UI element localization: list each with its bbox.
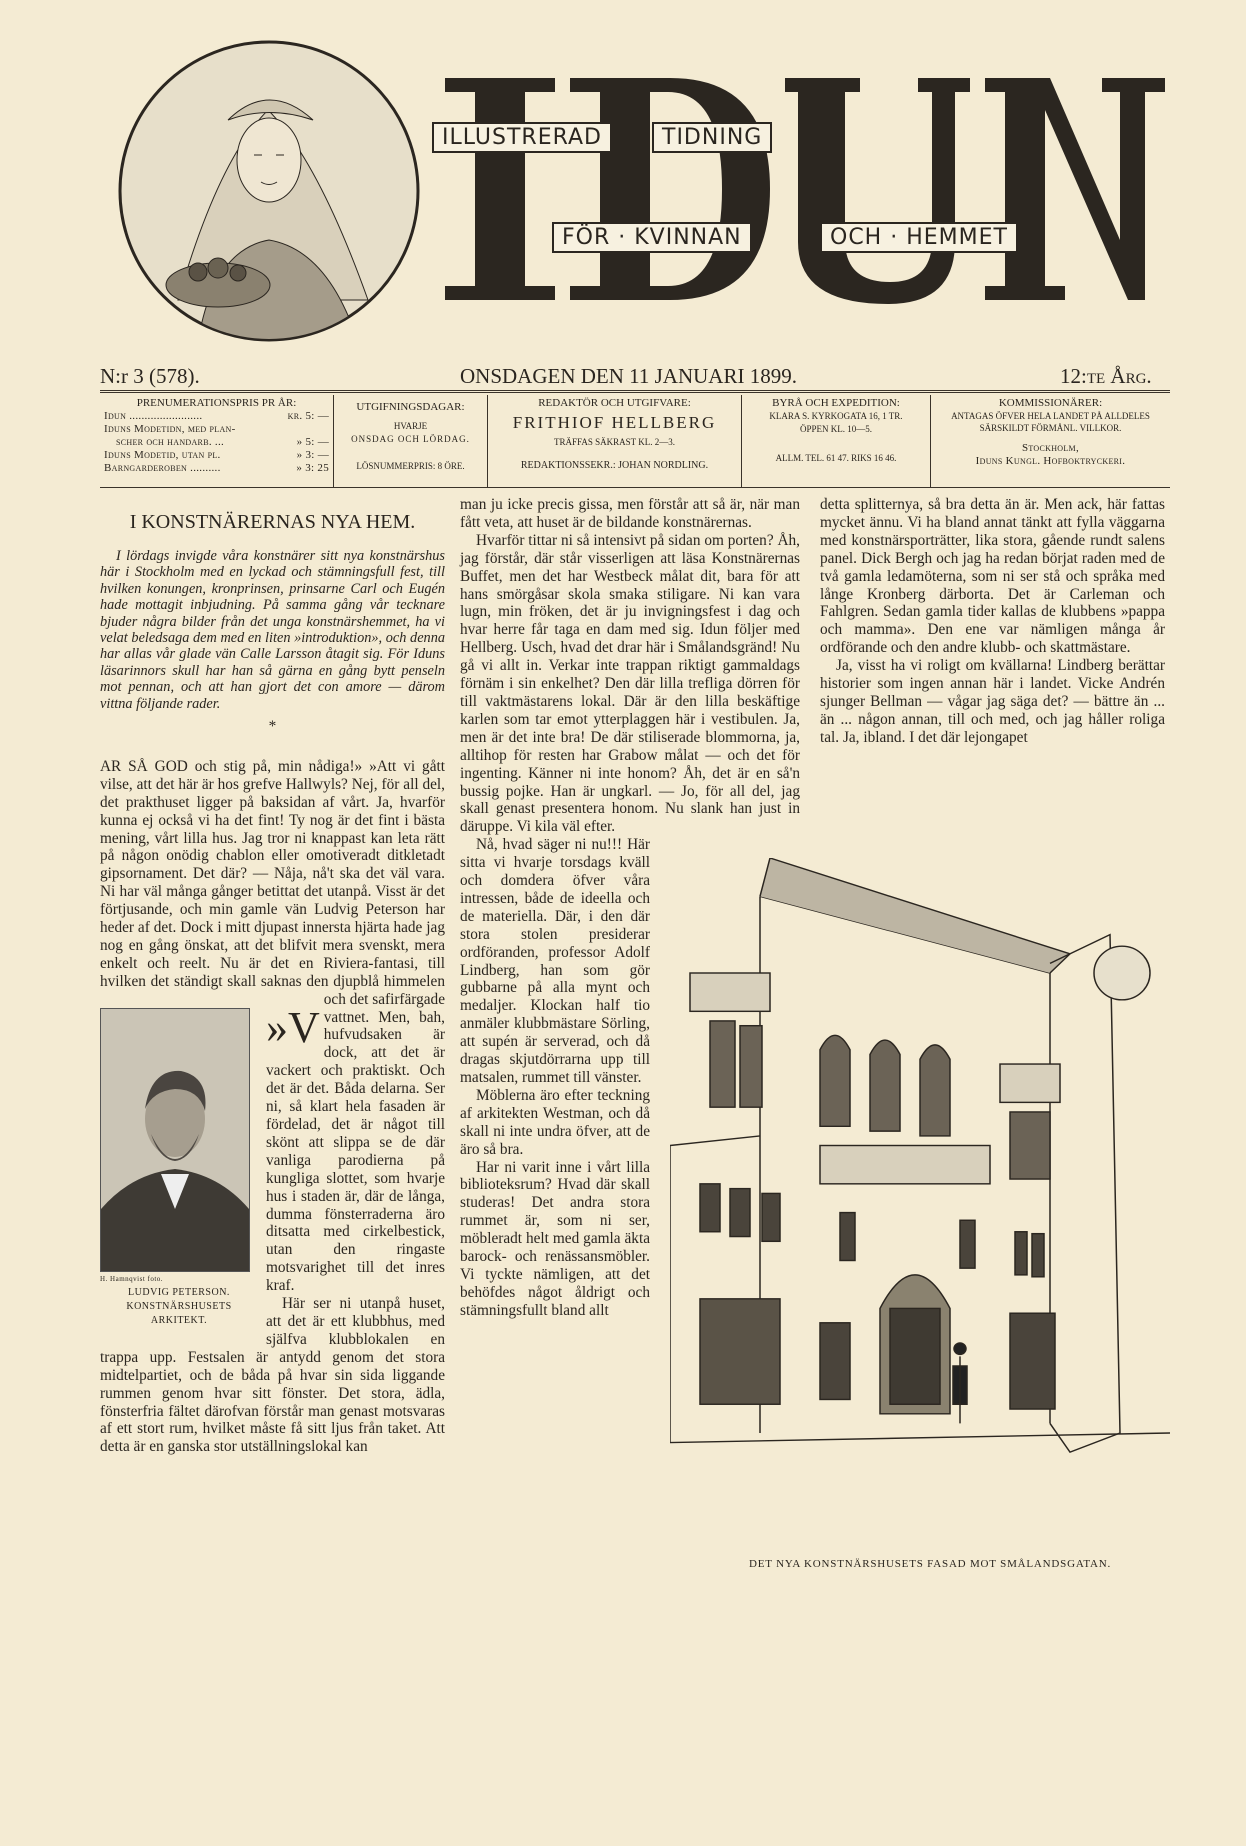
price-row: Iduns Modetidn, med plan- — [104, 423, 236, 435]
days-title: UTGIFNINGSDAGAR: — [356, 401, 465, 413]
ribbon-och-hemmet: OCH · HEMMET — [820, 222, 1018, 253]
portrait-caption: LUDVIG PETERSON. KONSTNÄRSHUSETS ARKITEKT. — [126, 1286, 232, 1326]
issue-number: N:r 3 (578). — [100, 364, 200, 388]
article-title: I KONSTNÄRERNAS NYA HEM. — [129, 511, 416, 533]
article-column-1 — [100, 502, 445, 1456]
paragraph: Möblerna äro efter teckning af arkitekten Westman, och då skall ni inte undra öfver, att de äro så bra. — [460, 1086, 650, 1158]
issue-date: ONSDAGEN DEN 11 JANUARI 1899. — [460, 364, 797, 388]
paragraph: man ju icke precis gissa, men förstår att så är, när man fått veta, att huset är de bildande konstnärernas. — [460, 496, 800, 531]
office-phone: ALLM. TEL. 61 47. RIKS 16 46. — [775, 453, 897, 463]
logo-letters-idun — [440, 20, 1170, 340]
printer-city: Stockholm, — [1021, 442, 1080, 454]
idun-logo — [440, 20, 1170, 340]
paragraph: AR SÅ GOD och stig på, min nådiga!» »Att vi gått vilse, att det här är hos grefve Hallwyls? Nej, för all del, det prakthuset ligger på baksidan af vårt. Ja, hvarför kunna ej också vi ha det fint! Ty nog är det fint i bästa mening, vårt lilla hus. Jag tror ni knappast kan leta rätt på någon onödig chablon eller omotiveradt ditkletadt gipsornament. Det där? — Nåja, nå't ska det väl vara. Ni har väl många gånger betittat det utanpå. Visst är det förtjusande, och min gamle vän Ludvig Peterson har heder af det. Dock i mitt djupast innersta hjärta hade jag nog en gång önskat, att det blifvit mera svenskt, mera enkelt och reelt. Nu är det en Riviera-fantasi, till hvilken det ständigt skall saknas den djupblå himmelen och det safirfärgade vattnet. Men, bah, hufvudsaken är dock, att det är vackert och praktiskt. Och det är det. Båda delarna. Ser ni, så klart hela fasaden är fördelad, det är något till skönt att slippa se de där vanliga parodierna på kungliga slottet, som hvarje hus i staden är, där de långa, dumma fönsterraderna äro ditsatta med cirkelbestick, utan den ringaste motsvarighet till det inres kraf. — [100, 757, 445, 1295]
price-row: Barngarderoben .......... » 3: 25 — [104, 462, 329, 474]
editor-secretary: REDAKTIONSSEKR.: JOHAN NORDLING. — [520, 460, 709, 471]
single-issue-price: LÖSNUMMERPRIS: 8 ÖRE. — [356, 461, 465, 471]
drop-cap: »V — [266, 1002, 320, 1052]
office-hours: ÖPPEN KL. 10—5. — [799, 424, 872, 434]
ribbon-tidning: TIDNING — [652, 122, 772, 153]
days-line: ONSDAG OCH LÖRDAG. — [351, 434, 470, 444]
agents-info — [931, 395, 1170, 487]
paragraph: Har ni varit inne i vårt lilla biblioteksrum? Hvad där skall studeras! Det andra stora rummet är, som ni ser, möbleradt helt med gamla äkta barock- och renässansmöbler. Vi tyckte nämligen, att det behöfdes något åldrigt och stämningsfullt bland allt — [460, 1158, 650, 1319]
paragraph: Hvarför tittar ni så intensivt på sidan om porten? Åh, jag förstår, där står visserligen att läsa Konstnärernas Buffet, men det har Westbeck målat dit, bara för att hans smörgåsar skola smaka stiligare. Ni kan vara lugn, min fröken, det är ju invigningsfest i dag och hvar herre får taga en dam med sig. Idun följer med Hellberg. Usch, hvad det drar här i Smålandsgränd! Nu gå vi allt in. Verkar inte trappan riktigt gammaldags förnäm i sin enkelhet? Den där lilla trefliga dörren för till vaktmästarens lokal. Där är den lilla beskäftige karlen som tar emot ytterplaggen här i vestibulen. Ja, men är det inte bra! De där stiliserade blommorna, ja, alltihop för resten har Grabow målat — och det för ingenting. Känner ni inte honom? Åh, det är en så'n bussig pojke. Han är ungkarl. — Jo, för all del, jag skall genast presentera honom. Nu slank han just in däruppe. Vi kila väl efter. — [460, 531, 800, 836]
editor-name: FRITHIOF HELLBERG — [512, 413, 717, 432]
paragraph: Här ser ni utanpå huset, att det är ett klubbhus, med själfva klubblokalen en trappa upp. Festsalen är antydd genom det stora midtelpartiet, och de båda på hvar sin sida liggande rummen genom hvar sitt fönster. Det stora, ädla, fönsterfria fältet därofvan förstår man genast motsvaras af ett stort rum, hvilket måste få sitt ljus från taket. Att detta är en ganska stor utställningslokal kan — [100, 1295, 445, 1456]
prices-title: PRENUMERATIONSPRIS PR ÅR: — [136, 397, 297, 409]
printer-name: Iduns Kungl. Hofboktryckeri. — [975, 455, 1126, 467]
paragraph: Nå, hvad säger ni nu!!! Här sitta vi hvarje torsdags kväll och domdera öfver våra intressen, både de ideella och de materiella. Där, i den där stora stolen presiderar ordföranden, professor Adolf Lindberg, han som gör gubbarne på alla mynt och medaljer. Klockan half tio anmäler klubbmästare Sörling, att supén är serverad, och då dragas skjutdörrarna upp till matsalen, rummet till vänster. — [460, 836, 650, 1086]
paragraph: Ja, visst ha vi roligt om kvällarna! Lindberg berättar historier som ingen annan här i landet. Vicke Andrén sjunger Bellman — vågar jag säga det? — bättre än ... än ... någon annan, till och med, och jag håller roliga tal. Ja, ibland. I det där lejongapet — [820, 657, 1165, 746]
office-address: KLARA S. KYRKOGATA 16, 1 TR. — [769, 411, 903, 421]
editor-hours: TRÄFFAS SÄKRAST KL. 2—3. — [554, 437, 675, 447]
building-facade-illustration — [670, 858, 1190, 1548]
architect-portrait — [100, 1008, 258, 1328]
photo-credit: H. Hamnqvist foto. — [100, 1274, 164, 1283]
editor-info — [488, 395, 742, 487]
paragraph: detta splitternya, så bra detta än är. Men ack, här fattas mycket ännu. Vi ha bland annat tänkt att fylla väggarna med konstnärsporträtter, lika stora, gående rundt salens panel. Dick Bergh och jag ha redan börjat raden med de två gamla ledamöterna, som ni ser stå och språka med långe Kronberg därborta. Det är Carleman och Fahlgren. Sedan gamla tider kallas de klubbens »pappa och mamma». Den ene var nämligen många år ordförande och den andre klubb- och skattmästare. — [820, 496, 1165, 657]
article-intro: I lördags invigde våra konstnärer sitt nya konstnärshus här i Stockholm med en lyckad och stämningsfull fest, till hvilken konungen, kronprinsen, prinsarne Carl och Eugén hade mottagit inbjudning. På samma gång vår tecknare bjuder några bilder från det unga konstnärshemmet, ha vi velat beledsaga dem med en liten »introduktion», och denna har allas vår glade vän Calle Larsson åtagit sig. För Iduns läsarinnors skull har han så gärna en gång bytt penseln mot pennan, och att han gjort det con amore — därom vittna följande rader. — [100, 547, 445, 712]
subscription-info-box — [100, 395, 1170, 488]
publication-days — [334, 395, 488, 487]
ribbon-for-kvinnan: FÖR · KVINNAN — [552, 222, 752, 253]
article-column-3 — [820, 496, 1165, 747]
days-line: HVARJE — [393, 421, 428, 431]
agents-title: KOMMISSIONÄRER: — [998, 397, 1103, 409]
price-row: Iduns Modetid, utan pl. » 3: — — [104, 449, 329, 461]
office-title: BYRÅ OCH EXPEDITION: — [772, 397, 900, 409]
agents-text: ANTAGAS ÖFVER HELA LANDET PÅ ALLDELES SÄRSKILDT FÖRMÅNL. VILLKOR. — [951, 411, 1150, 433]
separator-star: * — [268, 717, 277, 735]
price-row: Idun ........................ kr. 5: — — [104, 410, 329, 422]
price-row: scher och handarb. ... » 5: — — [116, 436, 329, 448]
ribbon-illustrerad: ILLUSTRERAD — [432, 122, 612, 153]
subscription-prices — [100, 395, 334, 487]
header-rule — [100, 390, 1170, 393]
editor-title: REDAKTÖR OCH UTGIFVARE: — [538, 397, 691, 409]
illustration-caption: DET NYA KONSTNÄRSHUSETS FASAD MOT SMÅLANDSGATAN. — [748, 1558, 1112, 1570]
goddess-portrait-medallion — [118, 40, 420, 342]
architect-photo — [100, 1008, 250, 1272]
volume-year: 12:te Årg. — [1060, 364, 1152, 388]
office-info — [742, 395, 931, 487]
